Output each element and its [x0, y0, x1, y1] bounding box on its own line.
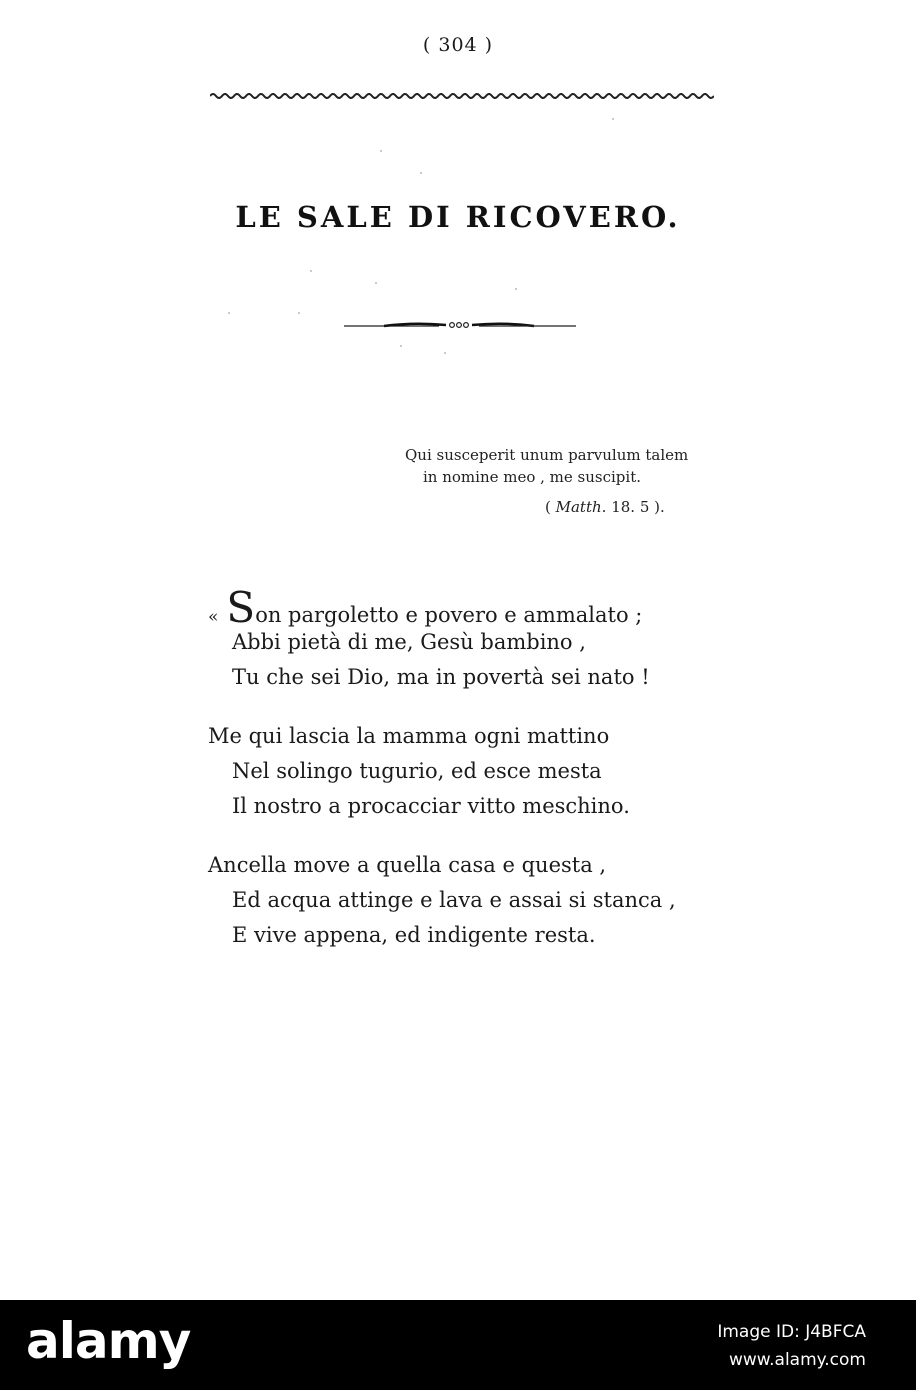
page-number: ( 304 )	[422, 34, 494, 56]
epigraph-citation: ( Matth. 18. 5 ).	[545, 498, 665, 516]
poem-line: Abbi pietà di me, Gesù bambino ,	[232, 630, 586, 654]
decorative-top-rule	[210, 92, 714, 100]
poem-line: E vive appena, ed indigente resta.	[232, 923, 596, 947]
poem-line: Tu che sei Dio, ma in povertà sei nato !	[232, 665, 650, 689]
poem-stanza	[208, 719, 728, 824]
poem-line: Ancella move a quella casa e questa ,	[208, 853, 607, 877]
epigraph	[405, 444, 745, 518]
alamy-logo: alamy	[26, 1312, 191, 1370]
title-ornament-rule	[344, 318, 576, 332]
drop-cap: S	[226, 583, 256, 632]
poem-stanza	[208, 848, 728, 953]
poem-line: Il nostro a procacciar vitto meschino.	[232, 794, 630, 818]
epigraph-line: Qui susceperit unum parvulum talem	[405, 446, 689, 464]
chapter-title: LE SALE DI RICOVERO.	[235, 200, 681, 234]
image-id-label: Image ID: J4BFCA	[717, 1322, 866, 1342]
epigraph-line: in nomine meo , me suscipit.	[423, 468, 641, 486]
watermark-footer	[0, 1300, 916, 1390]
poem-line: Ed acqua attinge e lava e assai si stanca ,	[232, 888, 676, 912]
poem	[208, 583, 728, 977]
opening-quote: «	[208, 607, 219, 627]
poem-line: Me qui lascia la mamma ogni mattino	[208, 724, 610, 748]
poem-line: Nel solingo tugurio, ed esce mesta	[232, 759, 602, 783]
poem-stanza	[208, 583, 728, 695]
site-url: www.alamy.com	[728, 1350, 866, 1370]
poem-line: « Son pargoletto e povero e ammalato ;	[208, 583, 643, 632]
